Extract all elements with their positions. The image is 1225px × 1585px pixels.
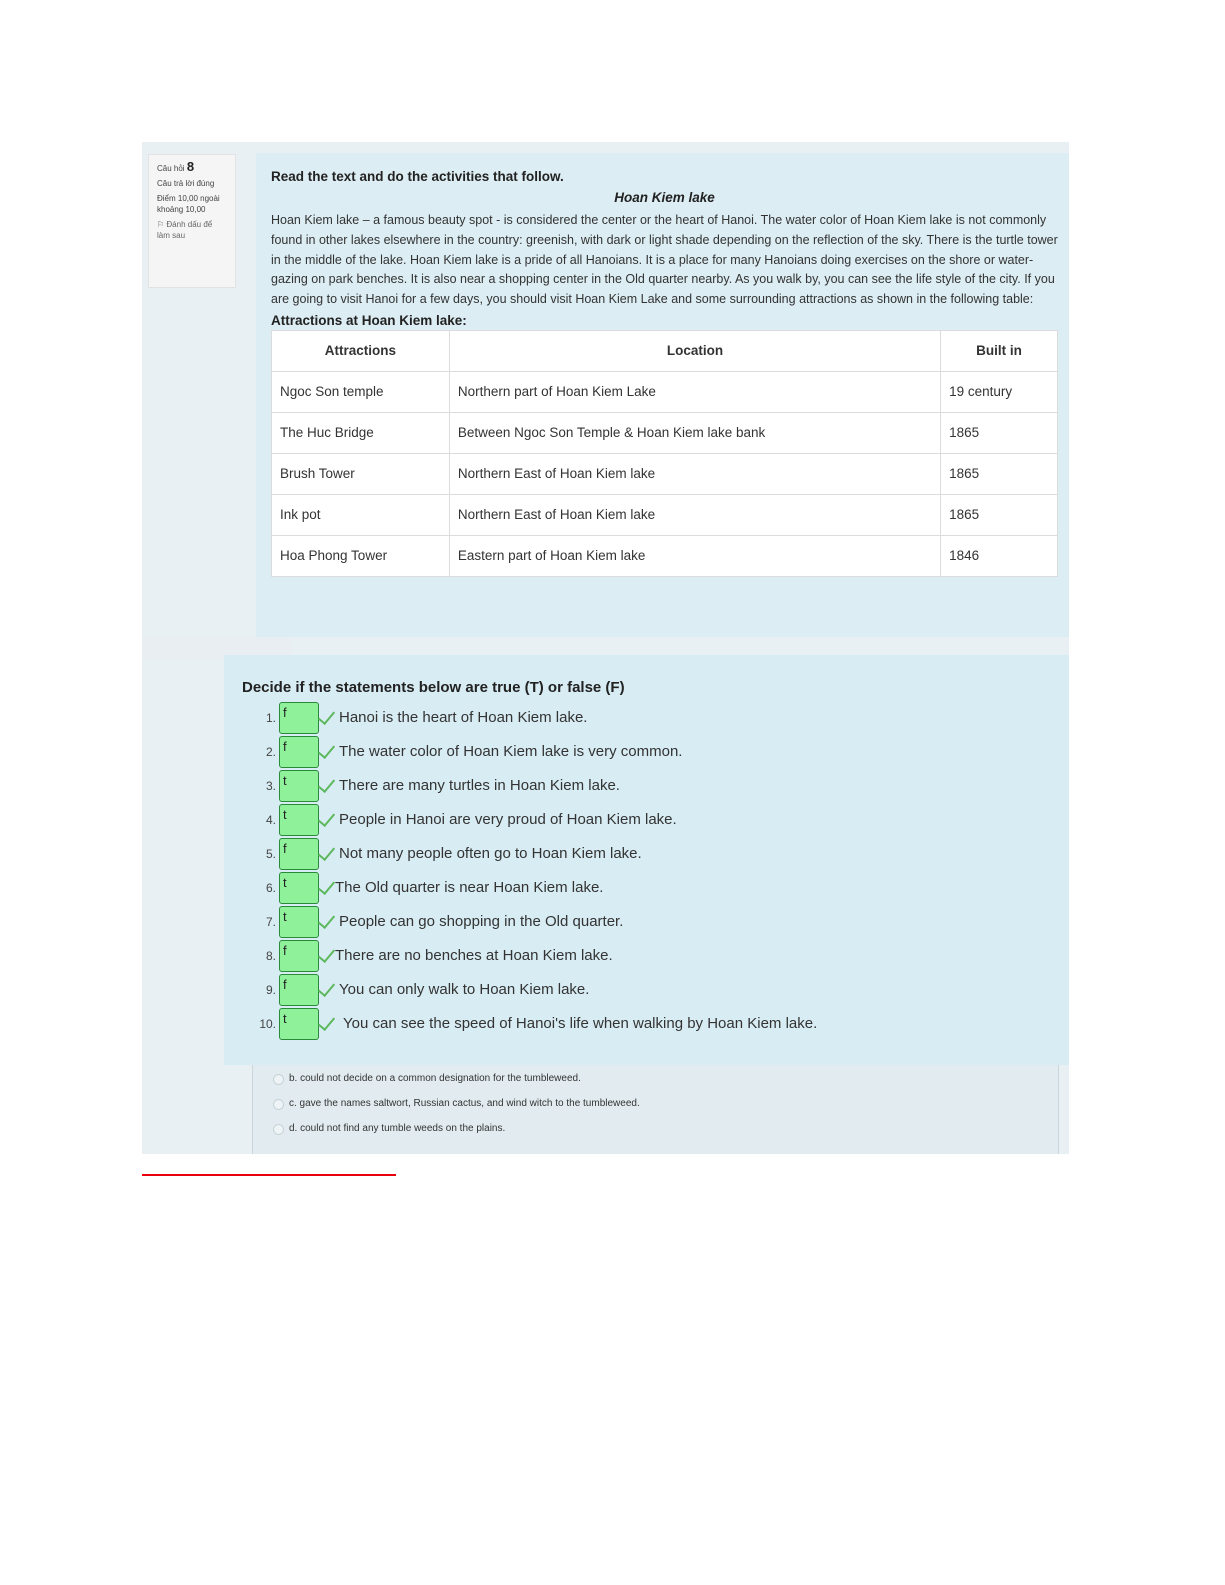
header-attractions: Attractions <box>272 330 450 371</box>
statement-text: Not many people often go to Hoan Kiem lake. <box>339 845 642 862</box>
radio-button[interactable] <box>273 1099 284 1110</box>
question-info-box <box>148 154 236 288</box>
option-text: b. could not decide on a common designation for the tumbleweed. <box>289 1073 581 1084</box>
item-number: 10. <box>259 1017 276 1031</box>
table-cell: Ink pot <box>272 494 450 535</box>
passage-text: Hoan Kiem lake – a famous beauty spot - is considered the center or the heart of Hanoi. The water color of Hoan Kiem lake is not commonly found in other lakes elsewhere in the country: greenish, with dark or light shade depending on the reflection of the sky. There is the turtle tower in the middle of the lake. Hoan Kiem lake is a pride of all Hanoians. It is a place for many Hanoians doing exercises on the shore or water-gazing on park benches. It is also near a shopping center in the Old quarter nearby. As you walk by, you can see the life style of the city. If you are going to visit Hanoi for a few days, you should visit Hoan Kiem Lake and some surrounding attractions as shown in the following table: <box>271 213 1058 307</box>
table-row <box>272 371 1058 412</box>
tf-item <box>242 872 1069 906</box>
item-number: 3. <box>265 779 276 793</box>
passage-title: Hoan Kiem lake <box>614 190 715 205</box>
table-cell: Hoa Phong Tower <box>272 535 450 576</box>
tf-item <box>242 1008 1069 1042</box>
correct-check-icon <box>318 877 335 895</box>
multiple-choice-options <box>252 1065 1059 1154</box>
flag-question-link[interactable] <box>157 219 227 241</box>
radio-button[interactable] <box>273 1124 284 1135</box>
answer-input[interactable]: f <box>279 974 319 1006</box>
tf-item <box>242 906 1069 940</box>
table-cell: Ngoc Son temple <box>272 371 450 412</box>
statement-text: Hanoi is the heart of Hoan Kiem lake. <box>339 709 588 726</box>
answer-input[interactable]: f <box>279 940 319 972</box>
answer-input[interactable]: t <box>279 770 319 802</box>
attractions-table <box>271 330 1058 577</box>
question-number <box>157 161 227 174</box>
correct-check-icon <box>318 979 335 997</box>
flag-icon: ⚐ <box>157 220 165 229</box>
tf-item <box>242 736 1069 770</box>
option-text: c. gave the names saltwort, Russian cactus, and wind witch to the tumbleweed. <box>289 1098 640 1109</box>
true-false-panel <box>224 655 1069 1065</box>
table-cell: 1846 <box>941 535 1058 576</box>
question-label: Câu hỏi <box>157 164 185 173</box>
item-number: 7. <box>265 915 276 929</box>
item-number: 8. <box>265 949 276 963</box>
flag-label: Đánh dấu để làm sau <box>157 220 213 240</box>
question-score: Điểm 10,00 ngoài khoảng 10,00 <box>157 194 220 214</box>
table-cell: Between Ngoc Son Temple & Hoan Kiem lake bank <box>449 412 940 453</box>
table-cell: Northern East of Hoan Kiem lake <box>449 453 940 494</box>
statement-text: People in Hanoi are very proud of Hoan Kiem lake. <box>339 811 677 828</box>
table-title: Attractions at Hoan Kiem lake: <box>271 312 467 328</box>
item-number: 1. <box>265 711 276 725</box>
item-number: 6. <box>265 881 276 895</box>
correct-check-icon <box>318 843 335 861</box>
correct-check-icon <box>318 741 335 759</box>
correct-check-icon <box>318 1013 335 1031</box>
correct-check-icon <box>318 775 335 793</box>
reading-instruction: Read the text and do the activities that follow. <box>271 169 564 184</box>
correct-check-icon <box>318 911 335 929</box>
correct-check-icon <box>318 809 335 827</box>
table-row <box>272 494 1058 535</box>
option-d[interactable] <box>253 1119 1058 1144</box>
answer-input[interactable]: t <box>279 906 319 938</box>
header-location: Location <box>449 330 940 371</box>
table-row <box>272 412 1058 453</box>
question-number-value: 8 <box>186 159 195 174</box>
answer-input[interactable]: f <box>279 702 319 734</box>
table-cell: Northern East of Hoan Kiem lake <box>449 494 940 535</box>
table-row <box>272 453 1058 494</box>
statement-text: People can go shopping in the Old quarter. <box>339 913 624 930</box>
statement-text: There are no benches at Hoan Kiem lake. <box>335 947 613 964</box>
statement-text: The water color of Hoan Kiem lake is very common. <box>339 743 683 760</box>
table-cell: Eastern part of Hoan Kiem lake <box>449 535 940 576</box>
tf-item <box>242 770 1069 804</box>
table-row <box>272 535 1058 576</box>
answer-input[interactable]: t <box>279 1008 319 1040</box>
option-c[interactable] <box>253 1094 1058 1119</box>
correct-check-icon <box>318 945 335 963</box>
header-built-in: Built in <box>941 330 1058 371</box>
item-number: 2. <box>265 745 276 759</box>
reading-panel <box>256 153 1069 637</box>
answer-input[interactable]: t <box>279 872 319 904</box>
answer-input[interactable]: f <box>279 838 319 870</box>
tf-item <box>242 940 1069 974</box>
answer-input[interactable]: f <box>279 736 319 768</box>
item-number: 5. <box>265 847 276 861</box>
question-status: Câu trả lời đúng <box>157 179 215 188</box>
table-cell: The Huc Bridge <box>272 412 450 453</box>
statement-text: You can only walk to Hoan Kiem lake. <box>339 981 590 998</box>
item-number: 9. <box>265 983 276 997</box>
statement-text: You can see the speed of Hanoi's life when walking by Hoan Kiem lake. <box>343 1015 818 1032</box>
item-number: 4. <box>265 813 276 827</box>
tf-item <box>242 974 1069 1008</box>
table-cell: 19 century <box>941 371 1058 412</box>
option-text: d. could not find any tumble weeds on the plains. <box>289 1123 506 1134</box>
red-underline <box>142 1174 396 1176</box>
statement-text: The Old quarter is near Hoan Kiem lake. <box>335 879 604 896</box>
quiz-screenshot <box>142 142 1069 1154</box>
correct-check-icon <box>318 707 335 725</box>
statement-text: There are many turtles in Hoan Kiem lake. <box>339 777 620 794</box>
tf-item <box>242 838 1069 872</box>
answer-input[interactable]: t <box>279 804 319 836</box>
table-cell: 1865 <box>941 412 1058 453</box>
option-b[interactable] <box>253 1069 1058 1094</box>
table-header-row <box>272 330 1058 371</box>
table-cell: 1865 <box>941 453 1058 494</box>
tf-item <box>242 702 1069 736</box>
table-cell: 1865 <box>941 494 1058 535</box>
tf-instruction: Decide if the statements below are true (T) or false (F) <box>242 679 625 696</box>
table-cell: Brush Tower <box>272 453 450 494</box>
table-cell: Northern part of Hoan Kiem Lake <box>449 371 940 412</box>
radio-button[interactable] <box>273 1074 284 1085</box>
tf-item <box>242 804 1069 838</box>
